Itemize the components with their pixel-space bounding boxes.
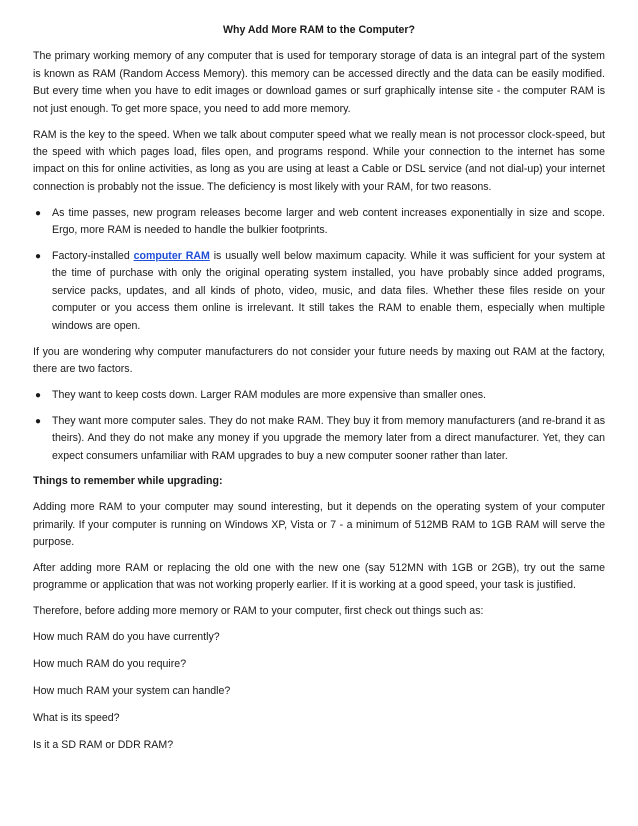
bullet-icon: ● (35, 415, 42, 427)
reasons-list (33, 205, 605, 335)
speed-paragraph: RAM is the key to the speed. When we talk about computer speed what we really mean is not processor clock-speed, but the speed with which pages load, files open, and programs respond. While your connection to the internet has some impact on this for online activities, as long as you are using at least a Cable or DSL service (and not dial-up) your internet connection is probably not the issue. The deficiency is most likely with your RAM, for two reasons. (33, 128, 605, 193)
list-item (33, 413, 605, 465)
question-item: How much RAM do you have currently? (33, 631, 220, 644)
computer-ram-link[interactable]: computer RAM (133, 249, 210, 262)
list-item-text: They want more computer sales. They do not make RAM. They buy it from memory manufacturers (and re-brand it as theirs). And they do not make any money if you upgrade the memory later from a direct manufacturer. Yet, they can expect consumers unfamiliar with RAM upgrades to buy a new computer sooner rather than later. (52, 414, 605, 462)
checklist-intro: Therefore, before adding more memory or RAM to your computer, first check out things such as: (33, 605, 484, 618)
bullet-icon: ● (35, 389, 42, 401)
os-paragraph: Adding more RAM to your computer may sound interesting, but it depends on the operating system of your computer primarily. If your computer is running on Windows XP, Vista or 7 - a minimum of 512MB RAM to 1GB RAM will serve the purpose. (33, 501, 605, 549)
list-item-text-after: is usually well below maximum capacity. While it was sufficient for your system at the time of purchase with only the original operating system installed, you have probably since added programs, service packs, updates, and all kinds of photo, video, music, and data files. Whether these files reside on your computer or you access them online is irrelevant. It still takes the RAM to enable them, especially when multiple windows are open. (52, 249, 605, 332)
list-item-text-before: Factory-installed (52, 249, 134, 262)
factors-paragraph: If you are wondering why computer manufacturers do not consider your future needs by maxing out RAM at the factory, there are two factors. (33, 345, 605, 375)
factors-list (33, 387, 605, 465)
list-item (33, 205, 605, 240)
list-item (33, 387, 605, 404)
page-title: Why Add More RAM to the Computer? (222, 24, 416, 36)
list-item (33, 248, 605, 335)
question-item: Is it a SD RAM or DDR RAM? (33, 738, 174, 751)
bullet-icon: ● (35, 250, 42, 262)
bullet-icon: ● (35, 207, 42, 219)
testing-paragraph: After adding more RAM or replacing the old one with the new one (say 512MN with 1GB or 2GB), try out the same programme or application that was not working properly earlier. If it is working at a good speed, your task is justified. (33, 562, 605, 592)
list-item-text: They want to keep costs down. Larger RAM modules are more expensive than smaller ones. (52, 388, 486, 401)
list-item-text: As time passes, new program releases become larger and web content increases exponentially in size and scope. Ergo, more RAM is needed to handle the bulkier footprints. (52, 206, 605, 237)
section-heading: Things to remember while upgrading: (33, 475, 223, 488)
intro-paragraph: The primary working memory of any computer that is used for temporary storage of data is an integral part of the system is known as RAM (Random Access Memory). this memory can be accessed directly and the data can be easily modified. But every time when you have to edit images or download games or surf graphically intense site - the computer RAM is not just enough. To get more space, you need to add more memory. (33, 50, 605, 115)
question-item: How much RAM do you require? (33, 658, 187, 671)
question-item: What is its speed? (33, 712, 120, 724)
question-item: How much RAM your system can handle? (33, 685, 231, 698)
